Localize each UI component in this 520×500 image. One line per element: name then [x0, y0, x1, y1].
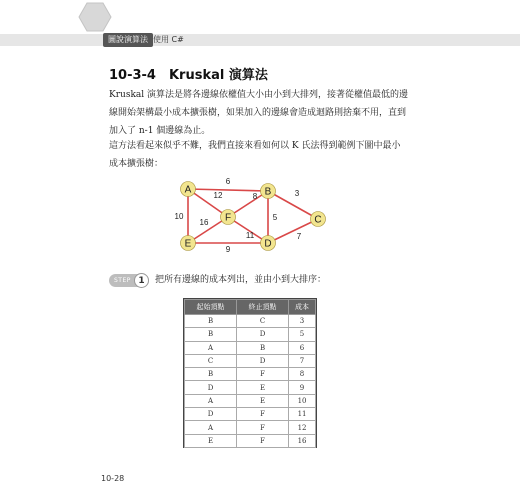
- table-row: [185, 434, 316, 447]
- table-cell: 9: [289, 381, 316, 394]
- edge-weight-label: 12: [213, 191, 223, 200]
- section-title: 10-3-4 Kruskal 演算法: [109, 68, 268, 83]
- table-cell: E: [237, 381, 289, 394]
- edge-weight-label: 3: [294, 189, 300, 198]
- table-cell: C: [185, 354, 237, 367]
- table-row: [185, 341, 316, 354]
- table-cell: F: [237, 368, 289, 381]
- kruskal-graph-figure: [170, 177, 340, 257]
- table-cell: 10: [289, 394, 316, 407]
- table-row: [185, 354, 316, 367]
- table-row: [185, 394, 316, 407]
- table-row: [185, 315, 316, 328]
- node-label: C: [314, 214, 322, 226]
- table-row: [185, 368, 316, 381]
- step-label: STEP: [114, 277, 131, 284]
- table-cell: B: [185, 368, 237, 381]
- paragraph-example: 這方法看起來似乎不難，我們直接來看如何以 K 氏法得到範例下圖中最小成本擴張樹：: [109, 141, 401, 169]
- table-cell: 6: [289, 341, 316, 354]
- hexagon-logo-icon: [78, 2, 112, 32]
- page-number: 10-28: [101, 474, 125, 483]
- step-text: 把所有邊線的成本列出，並由小到大排序：: [155, 275, 327, 285]
- node-label: E: [184, 238, 192, 250]
- table-cell: 5: [289, 328, 316, 341]
- table-header-cell: 成本: [289, 300, 316, 315]
- table-cell: D: [185, 408, 237, 421]
- edge-weight-label: 16: [199, 218, 209, 227]
- table-header-row: [185, 300, 316, 315]
- table-cell: C: [237, 315, 289, 328]
- table-cell: B: [237, 341, 289, 354]
- edge-weight-label: 9: [225, 245, 231, 254]
- edge-weight-label: 11: [245, 231, 255, 240]
- table-cell: A: [185, 341, 237, 354]
- table-cell: 7: [289, 354, 316, 367]
- table-cell: D: [185, 381, 237, 394]
- graph-edge-CD: [268, 219, 318, 243]
- table-cell: 12: [289, 421, 316, 434]
- table-cell: 11: [289, 408, 316, 421]
- node-label: D: [264, 238, 272, 250]
- header-band: [0, 34, 520, 46]
- table-cell: D: [237, 354, 289, 367]
- table-cell: E: [237, 394, 289, 407]
- edge-weight-label: 7: [296, 232, 302, 241]
- table-cell: 3: [289, 315, 316, 328]
- node-label: F: [224, 212, 232, 224]
- table-cell: B: [185, 315, 237, 328]
- table-row: [185, 328, 316, 341]
- table-cell: A: [185, 394, 237, 407]
- table-cell: F: [237, 421, 289, 434]
- table-cell: 8: [289, 368, 316, 381]
- edge-weight-label: 10: [174, 212, 184, 221]
- table-row: [185, 421, 316, 434]
- table-cell: B: [185, 328, 237, 341]
- table-cell: D: [237, 328, 289, 341]
- table-row: [185, 381, 316, 394]
- chapter-tag: 圖說演算法: [103, 33, 153, 47]
- table-cell: E: [185, 434, 237, 447]
- node-label: A: [184, 184, 192, 196]
- table-header-cell: 起始頂點: [185, 300, 237, 315]
- edge-weight-label: 5: [272, 213, 278, 222]
- step-1: [109, 273, 409, 289]
- table-cell: F: [237, 408, 289, 421]
- paragraph-intro: Kruskal 演算法是將各邊線依權值大小由小到大排列，接著從權值最低的邊線開始架構最小成本擴張樹，如果加入的邊線會造成迴路則捨棄不用，直到加入了 n-1 個邊線為止。: [109, 90, 409, 136]
- step-number: 1: [134, 273, 149, 288]
- node-label: B: [264, 186, 272, 198]
- table-cell: 16: [289, 434, 316, 447]
- chapter-subtitle: 使用 C#: [153, 35, 184, 44]
- graph-edge-AB: [188, 189, 268, 191]
- table-header-cell: 終止頂點: [237, 300, 289, 315]
- table-row: [185, 408, 316, 421]
- edge-weight-label: 8: [252, 192, 258, 201]
- edge-cost-table: [183, 298, 317, 448]
- edge-weight-label: 6: [225, 177, 231, 186]
- table-cell: F: [237, 434, 289, 447]
- table-cell: A: [185, 421, 237, 434]
